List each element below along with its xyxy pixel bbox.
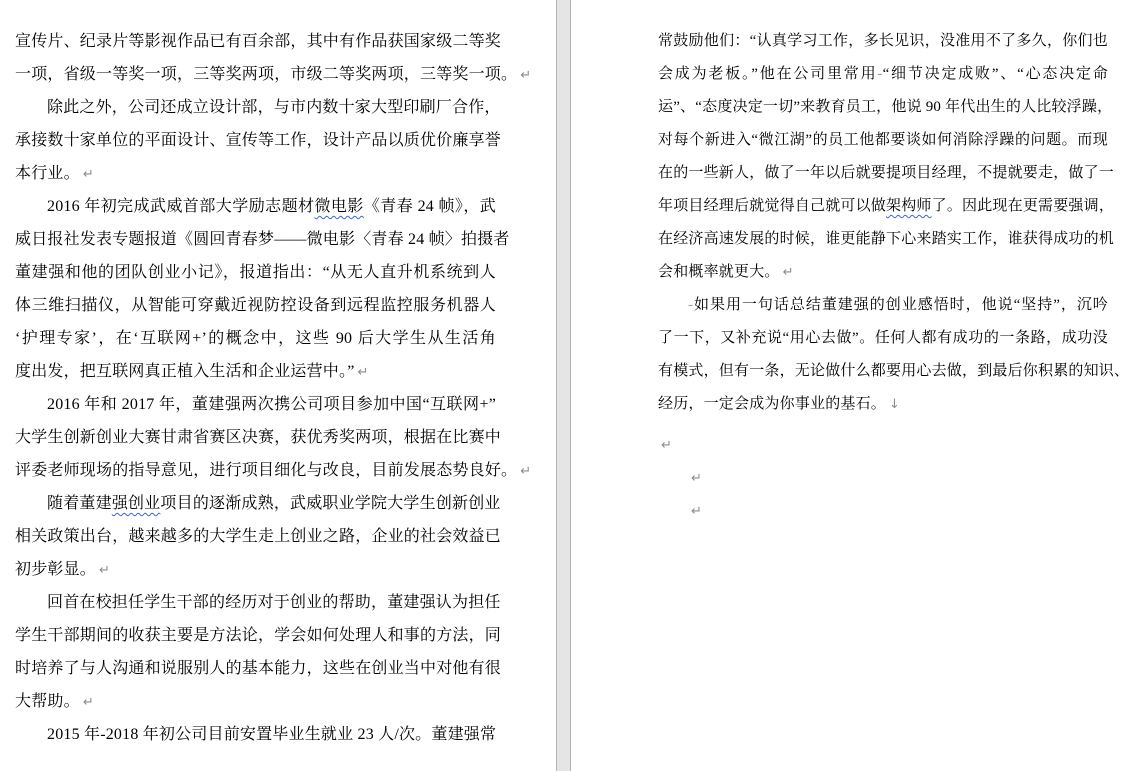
text-segment: 2015 年-2018 年初公司目前安置毕业生就业 23 人/次。董建强常 (47, 726, 497, 743)
text-segment: 初步彰显。 (15, 561, 97, 578)
page-2-text (658, 25, 1130, 528)
page-1[interactable] (0, 0, 556, 771)
text-line[interactable] (658, 289, 1108, 322)
text-line[interactable] (15, 190, 496, 223)
text-segment: ‘护理专家’，在‘互联网+’的概念中，这些 90 后大学生从生活角 (15, 330, 496, 347)
paragraph-mark-icon: ↵ (357, 365, 369, 380)
text-line[interactable] (15, 355, 496, 388)
text-line[interactable] (658, 495, 1108, 528)
text-line[interactable] (15, 718, 496, 751)
text-segment: 会和概率就更大。 (658, 264, 780, 280)
page-2[interactable] (571, 0, 1141, 771)
text-line[interactable] (658, 355, 1130, 388)
text-segment: 2016 年初完成武威首部大学励志题材 (47, 198, 315, 215)
text-line[interactable] (15, 619, 502, 652)
text-segment: 评委老师现场的指导意见，进行项目细化与改良，目前发展态势良好。 (15, 462, 518, 479)
text-line[interactable] (15, 652, 502, 685)
text-line[interactable] (15, 553, 496, 586)
text-segment: 体三维扫描仪，从智能可穿戴近视防控设备到远程监控服务机器人 (15, 297, 496, 314)
spellcheck-underlined-text: 架构师 (886, 198, 932, 214)
text-segment: 了。因此现在更需要强调， (931, 198, 1115, 214)
paragraph-mark-icon: ↵ (782, 265, 794, 280)
text-line[interactable] (15, 256, 496, 289)
paragraph-mark-icon: ↵ (691, 471, 703, 486)
paragraph-mark-icon: ↵ (99, 563, 111, 578)
text-segment: 会成为老板。”他在公司里常用 (658, 66, 878, 82)
text-line[interactable] (15, 487, 501, 520)
text-line[interactable] (658, 58, 1108, 91)
text-segment: “细节决定成败”、“心态决定命 (882, 66, 1108, 82)
text-segment: 承接数十家单位的平面设计、宣传等工作，设计产品以质优价廉享誉 (15, 132, 502, 149)
text-segment: 大帮助。 (15, 693, 80, 710)
text-segment: 了一下，又补充说“用心去做”。任何人都有成功的一条路，成功没 (658, 330, 1108, 346)
text-line[interactable] (15, 421, 502, 454)
text-line[interactable] (15, 58, 532, 91)
text-segment: 随着董建 (47, 495, 112, 512)
text-line[interactable] (658, 190, 1115, 223)
text-line[interactable] (15, 289, 496, 322)
text-line[interactable] (15, 454, 532, 487)
formatting-dash-mark: - (688, 297, 694, 313)
text-segment: 本行业。 (15, 165, 80, 182)
paragraph-mark-icon: ↵ (520, 68, 532, 83)
spellcheck-underlined-text: 微电影 (314, 198, 364, 215)
text-line[interactable] (15, 586, 501, 619)
paragraph-mark-icon: ↵ (82, 695, 94, 710)
page-1-text (15, 25, 532, 751)
text-segment: 对每个新进入“微江湖”的员工他都要谈如何消除浮躁的问题。而现 (658, 132, 1108, 148)
text-line[interactable] (15, 91, 501, 124)
paragraph-mark-icon: ↵ (82, 167, 94, 182)
text-line[interactable] (15, 388, 496, 421)
text-line[interactable] (15, 223, 510, 256)
text-line[interactable] (658, 429, 1108, 462)
text-line[interactable] (15, 157, 496, 190)
text-segment: 在经济高速发展的时候，谁更能静下心来踏实工作，谁获得成功的机 (658, 231, 1115, 247)
text-segment: 2016 年和 2017 年，董建强两次携公司项目参加中国“互联网+” (47, 396, 496, 413)
line-break-mark-icon: ↓ (889, 397, 901, 412)
text-line[interactable] (15, 685, 496, 718)
text-segment: 常鼓励他们：“认真学习工作，多长见识，没准用不了多久，你们也 (658, 33, 1108, 49)
text-line[interactable] (658, 388, 1108, 421)
spellcheck-underlined-text: 强创业 (111, 495, 161, 512)
text-line[interactable] (15, 124, 502, 157)
formatting-dash-mark: - (877, 66, 883, 82)
text-segment: 项目的逐渐成熟，武威职业学院大学生创新创业 (160, 495, 501, 512)
paragraph-mark-icon: ↵ (691, 504, 703, 519)
text-line[interactable] (658, 124, 1108, 157)
text-line[interactable] (658, 462, 1108, 495)
text-segment: 运”、“态度决定一切”来教育员工，他说 90 年代出生的人比较浮躁， (658, 99, 1113, 115)
text-segment: 在的一些新人，做了一年以后就要提项目经理，不提就要走，做了一 (658, 165, 1115, 181)
text-segment: 除此之外，公司还成立设计部，与市内数十家大型印刷厂合作， (47, 99, 501, 116)
paragraph-mark-icon: ↵ (661, 438, 673, 453)
text-segment: 董建强和他的团队创业小记》，报道指出：“从无人直升机系统到人 (15, 264, 496, 281)
text-segment: 有模式，但有一条，无论做什么都要用心去做，到最后你积累的知识、 (658, 363, 1130, 379)
page-gap (556, 0, 571, 771)
text-segment: 宣传片、纪录片等影视作品已有百余部，其中有作品获国家级二等奖 (15, 33, 502, 50)
text-segment: 威日报社发表专题报道《圆回青春梦——微电影〈青春 24 帧〉拍摄者 (15, 231, 510, 248)
text-line[interactable] (658, 25, 1108, 58)
text-segment: 大学生创新创业大赛甘肃省赛区决赛，获优秀奖两项，根据在比赛中 (15, 429, 502, 446)
text-line[interactable] (15, 322, 496, 355)
text-segment: 学生干部期间的收获主要是方法论，学会如何处理人和事的方法，同 (15, 627, 502, 644)
text-line[interactable] (658, 322, 1108, 355)
text-segment: 相关政策出台，越来越多的大学生走上创业之路，企业的社会效益已 (15, 528, 502, 545)
text-line[interactable] (658, 256, 1108, 289)
text-segment: 如果用一句话总结董建强的创业感悟时，他说“坚持”，沉吟 (693, 297, 1108, 313)
text-segment: 《青春 24 帧》，武 (363, 198, 496, 215)
text-line[interactable] (15, 520, 502, 553)
text-segment: 一项，省级一等奖一项，三等奖两项，市级二等奖两项，三等奖一项。 (15, 66, 518, 83)
text-line[interactable] (658, 223, 1115, 256)
text-line[interactable] (15, 25, 502, 58)
text-segment: 度出发，把互联网真正植入生活和企业运营中。” (15, 363, 355, 380)
text-segment: 时培养了与人沟通和说服别人的基本能力，这些在创业当中对他有很 (15, 660, 502, 677)
paragraph-mark-icon: ↵ (520, 464, 532, 479)
text-line[interactable] (658, 157, 1115, 190)
text-segment: 经历，一定会成为你事业的基石。 (658, 396, 887, 412)
text-line[interactable] (658, 91, 1113, 124)
text-segment: 年项目经理后就觉得自己就可以做 (658, 198, 887, 214)
text-segment: 回首在校担任学生干部的经历对于创业的帮助，董建强认为担任 (47, 594, 501, 611)
